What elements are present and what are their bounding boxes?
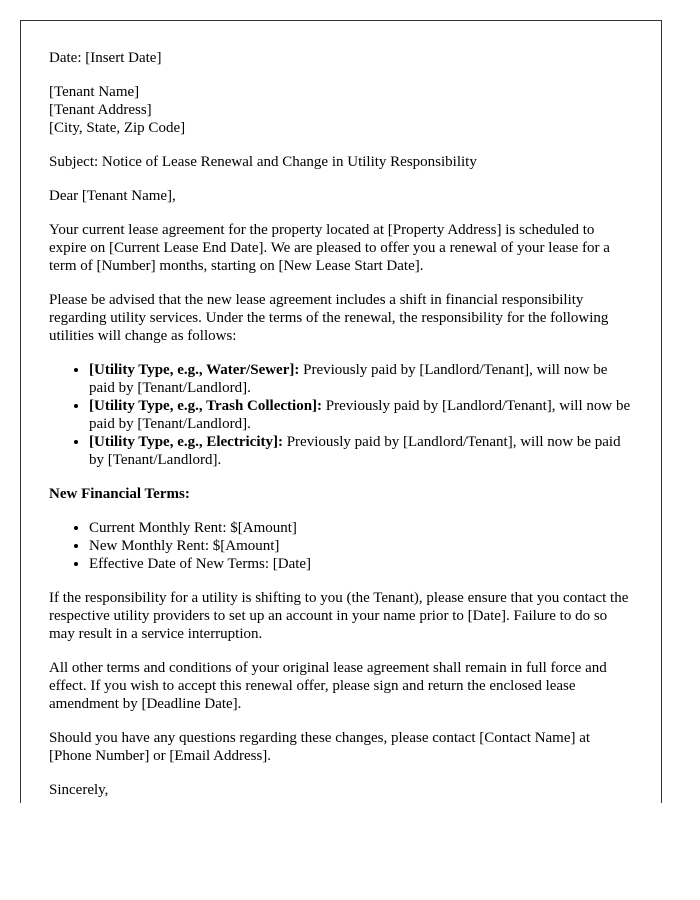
utility-text: Previously paid by [Landlord/Tenant], will now be paid by [Tenant/Landlord]. <box>89 434 621 468</box>
financial-terms-list <box>49 519 632 573</box>
date-line: Date: [Insert Date] <box>49 50 162 66</box>
financial-heading <box>49 485 632 503</box>
paragraph-utility-shift: Please be advised that the new lease agreement includes a shift in financial responsibility regarding utility services. Under the terms of the renewal, the responsibility for the following utilities will change as follows: <box>49 292 609 344</box>
utility-list <box>49 361 632 469</box>
paragraph-terms: All other terms and conditions of your original lease agreement shall remain in full force and effect. If you wish to accept this renewal offer, please sign and return the enclosed lease amendment by [Deadline Date]. <box>49 660 607 712</box>
closing: Sincerely, <box>49 782 109 798</box>
recipient-name: [Tenant Name] <box>49 84 140 100</box>
financial-heading-text: New Financial Terms: <box>49 486 190 502</box>
utility-text: Previously paid by [Landlord/Tenant], will now be paid by [Tenant/Landlord]. <box>89 362 608 396</box>
recipient-city: [City, State, Zip Code] <box>49 120 186 136</box>
paragraph-utility-setup: If the responsibility for a utility is shifting to you (the Tenant), please ensure that you contact the respective utility providers to set up an account in your name prior to [Date]. Failure to do so may result in a service interruption. <box>49 590 629 642</box>
recipient-block <box>49 83 632 137</box>
financial-term-item: • Effective Date of New Terms: [Date] <box>89 555 632 573</box>
utility-label: [Utility Type, e.g., Electricity]: <box>89 434 283 450</box>
utility-item <box>89 397 632 433</box>
utility-label: [Utility Type, e.g., Trash Collection]: <box>89 398 323 414</box>
utility-item <box>89 433 632 469</box>
financial-term-item: • New Monthly Rent: $[Amount] <box>89 537 632 555</box>
utility-item <box>89 361 632 397</box>
paragraph-contact: Should you have any questions regarding these changes, please contact [Contact Name] at [Phone Number] or [Email Address]. <box>49 730 591 764</box>
financial-term-item: • Current Monthly Rent: $[Amount] <box>89 519 632 537</box>
utility-label: [Utility Type, e.g., Water/Sewer]: <box>89 362 300 378</box>
subject-line: Subject: Notice of Lease Renewal and Change in Utility Responsibility <box>49 154 477 170</box>
recipient-address: [Tenant Address] <box>49 102 152 118</box>
paragraph-renewal: Your current lease agreement for the property located at [Property Address] is scheduled to expire on [Current Lease End Date]. We are pleased to offer you a renewal of your lease for a term of [Number] months, starting on [New Lease Start Date]. <box>49 222 610 274</box>
salutation: Dear [Tenant Name], <box>49 188 176 204</box>
letter-document <box>20 20 662 803</box>
utility-text: Previously paid by [Landlord/Tenant], will now be paid by [Tenant/Landlord]. <box>89 398 631 432</box>
